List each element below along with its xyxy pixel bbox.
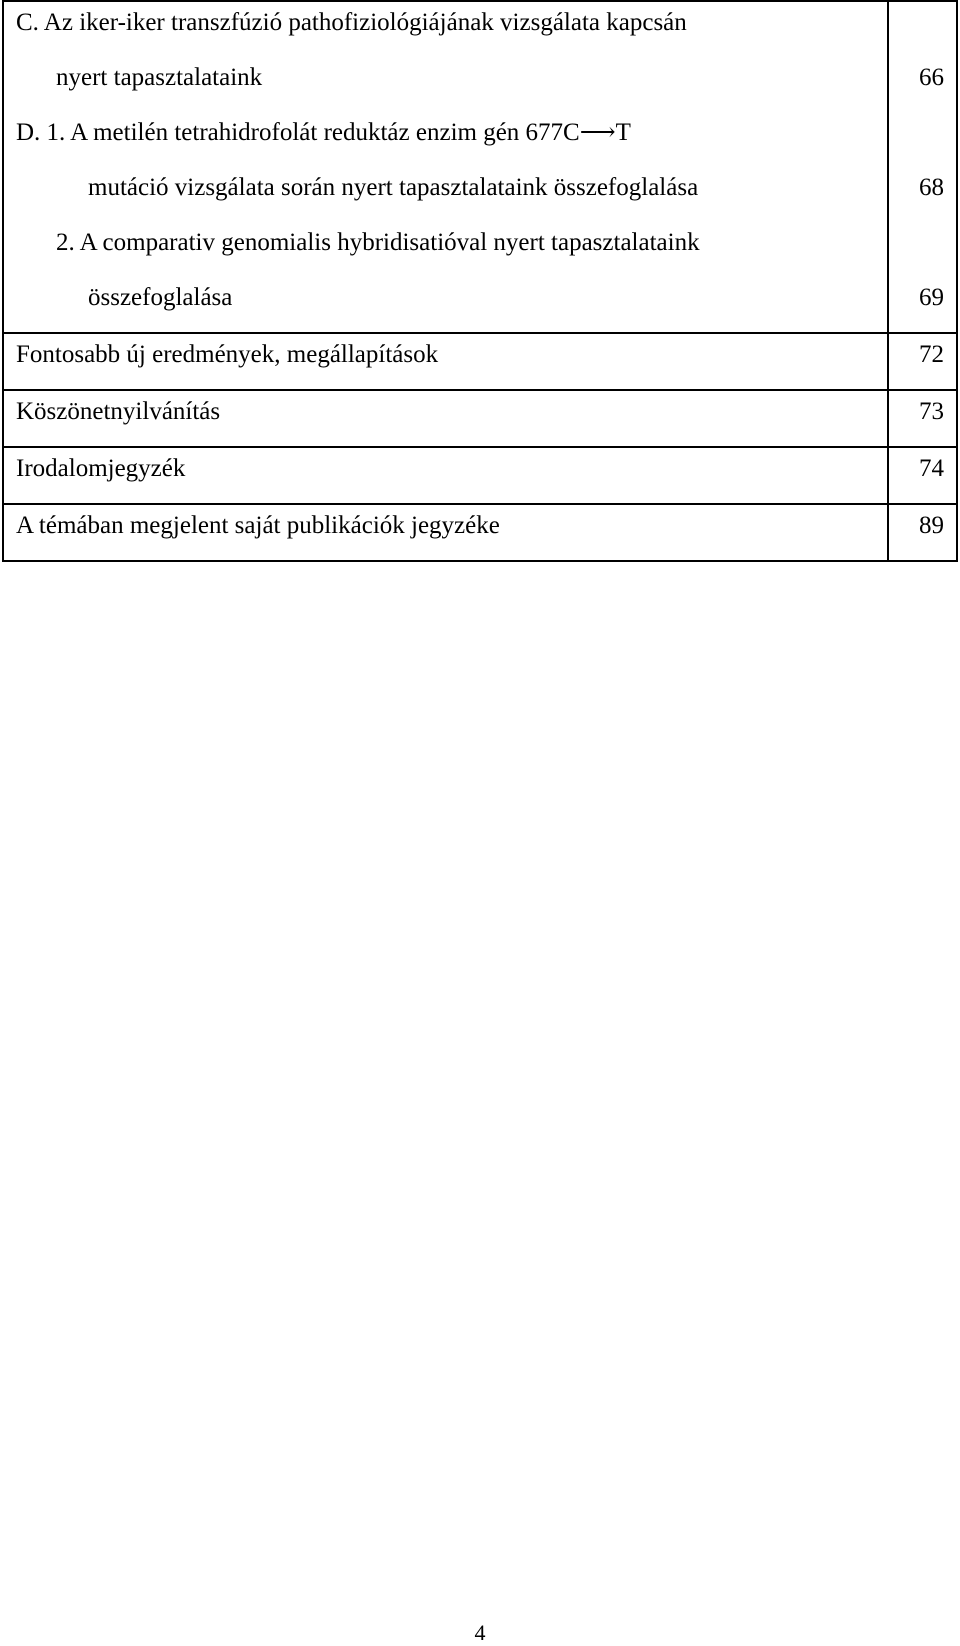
toc-entry-c-line-1: C. Az iker-iker transzfúzió pathofiziológiájának vizsgálata kapcsán	[16, 9, 687, 36]
table-of-contents	[2, 0, 958, 562]
toc-entry-d1-page: 68	[919, 174, 944, 201]
toc-entry-title: Köszönetnyilvánítás	[16, 398, 221, 425]
toc-row	[3, 447, 957, 504]
toc-entry-page: 89	[919, 512, 944, 539]
toc-entry-d1-line-2: mutáció vizsgálata során nyert tapasztalataink összefoglalása	[88, 174, 699, 201]
toc-group-titles	[3, 1, 888, 333]
toc-entry-c-line-2: nyert tapasztalataink	[56, 64, 263, 91]
toc-entry-d1-line-1: D. 1. A metilén tetrahidrofolát reduktáz enzim gén 677C⟶T	[16, 119, 631, 146]
toc-row	[3, 504, 957, 561]
toc-entry-page: 72	[919, 341, 944, 368]
toc-entry-d2-line-1: 2. A comparativ genomialis hybridisatióval nyert tapasztalataink	[56, 229, 700, 256]
toc-entry-title: Fontosabb új eredmények, megállapítások	[16, 341, 439, 368]
toc-entry-page: 74	[919, 455, 944, 482]
toc-row	[3, 390, 957, 447]
toc-row	[3, 333, 957, 390]
toc-entry-page: 73	[919, 398, 944, 425]
toc-entry-title: A témában megjelent saját publikációk jegyzéke	[16, 512, 500, 539]
toc-row-group	[3, 1, 957, 333]
toc-entry-d2-page: 69	[919, 284, 944, 311]
toc-group-pages	[888, 1, 957, 333]
toc-entry-title: Irodalomjegyzék	[16, 455, 186, 482]
page-number: 4	[474, 1620, 486, 1645]
toc-entry-c-page: 66	[919, 64, 944, 91]
toc-entry-d2-line-2: összefoglalása	[88, 284, 233, 311]
